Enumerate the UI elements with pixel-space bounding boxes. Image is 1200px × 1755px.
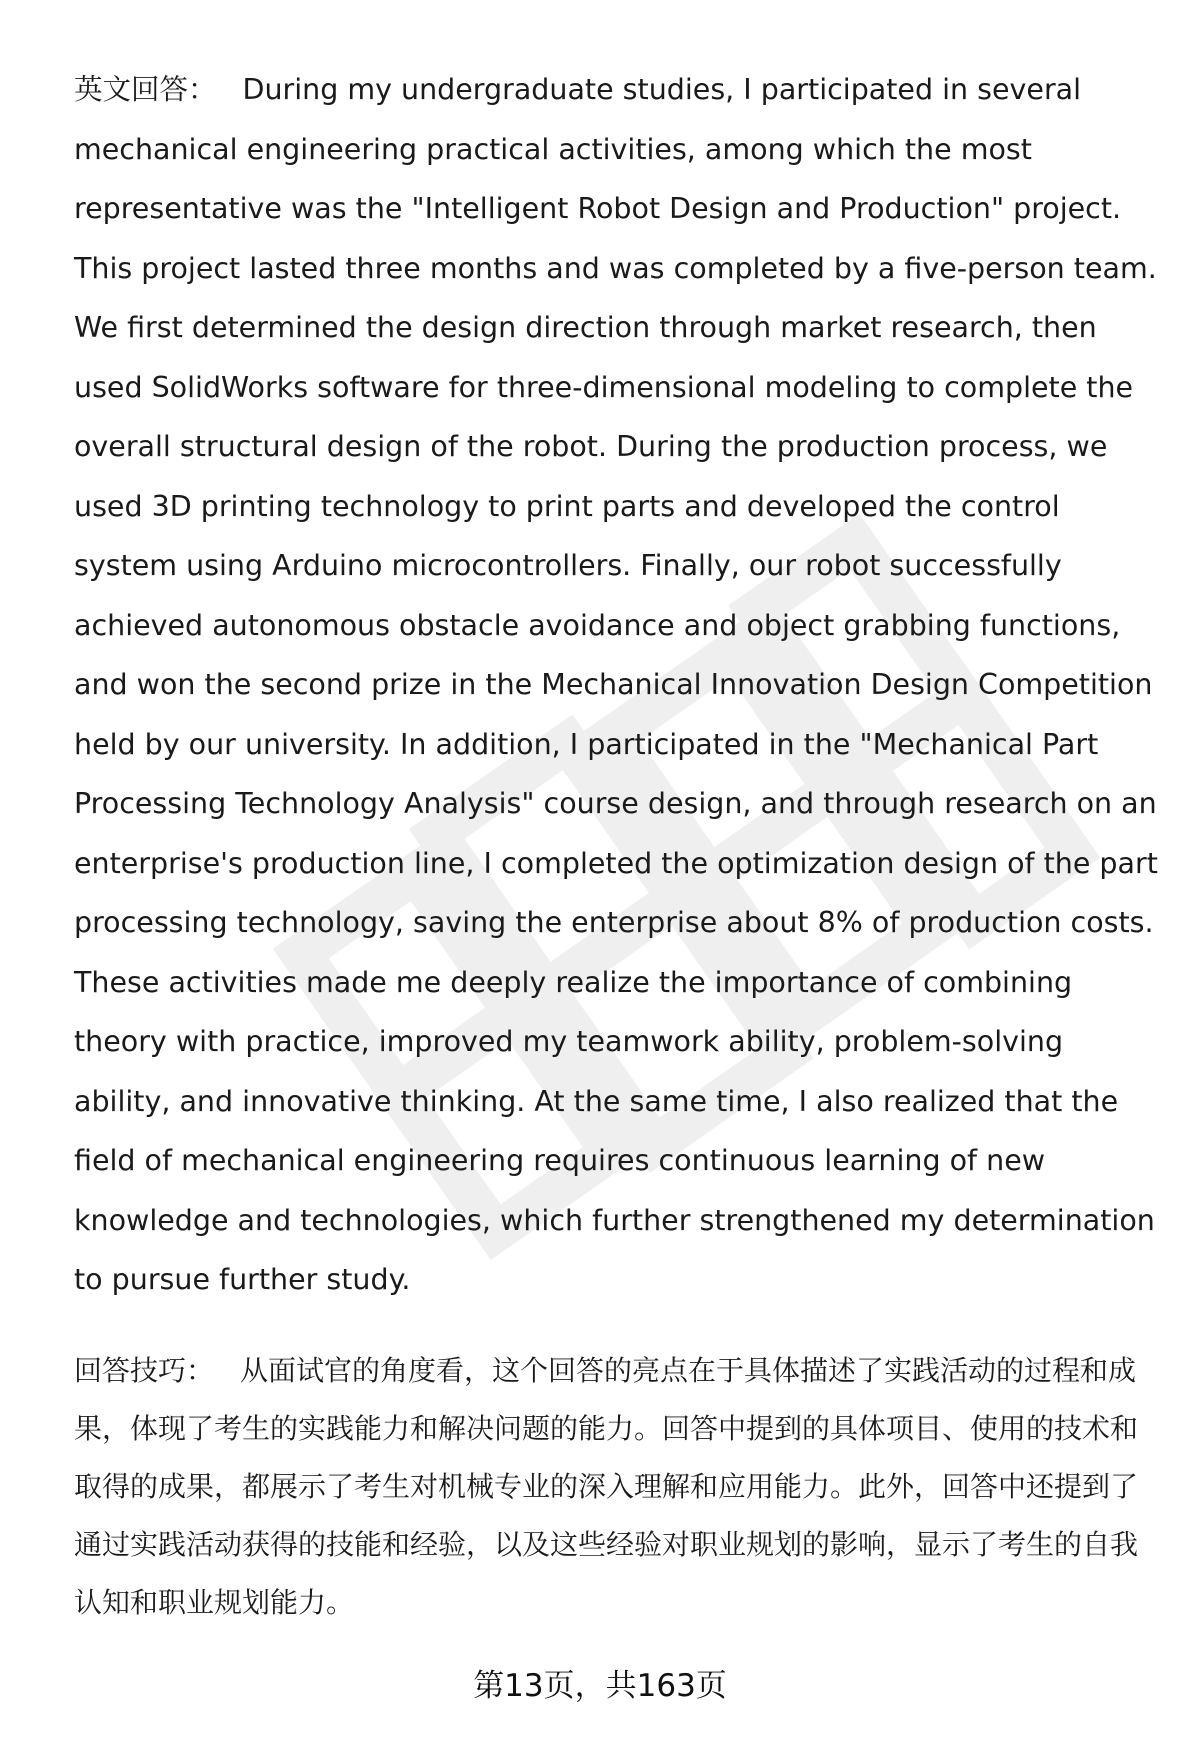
english-answer-text: During my undergraduate studies, I participated in several mechanical engineering practical activities, among which the most representative was the "Intelligent Robot Design and Production" project. This project lasted three months and was completed by a five-person team. We first determined the design direction through market research, then used SolidWorks software for three-dimensional modeling to complete the overall structural design of the robot. During the production process, we used 3D printing technology to print parts and developed the control system using Arduino microcontrollers. Finally, our robot successfully achieved autonomous obstacle avoidance and object grabbing functions, and won the second prize in the Mechanical Innovation Design Competition held by our university. In addition, I participated in the "Mechanical Part Processing Technology Analysis" course design, and through research on an enterprise's production line, I completed the optimization design of the part processing technology, saving the enterprise about 8% of production costs. These activities made me deeply realize the importance of combining theory with practice, improved my teamwork ability, problem-solving ability, and innovative thinking. At the same time, I also realized that the field of mechanical engineering requires continuous learning of new knowledge and technologies, which further strengthened my determination to pursue further study. [74,73,1158,1296]
page-number: 第13页，共163页 [473,1668,727,1704]
answer-tips-text: 从面试官的角度看，这个回答的亮点在于具体描述了实践活动的过程和成果，体现了考生的实践能力和解决问题的能力。回答中提到的具体项目、使用的技术和取得的成果，都展示了考生对机械专业的深入理解和应用能力。此外，回答中还提到了通过实践活动获得的技能和经验，以及这些经验对职业规划的影响，显示了考生的自我认知和职业规划能力。 [74,1354,1139,1619]
english-answer-paragraph [74,60,1164,1310]
answer-tips-label: 回答技巧： [74,1354,215,1387]
english-answer-label: 英文回答： [74,73,217,106]
answer-tips-paragraph [74,1342,1164,1632]
